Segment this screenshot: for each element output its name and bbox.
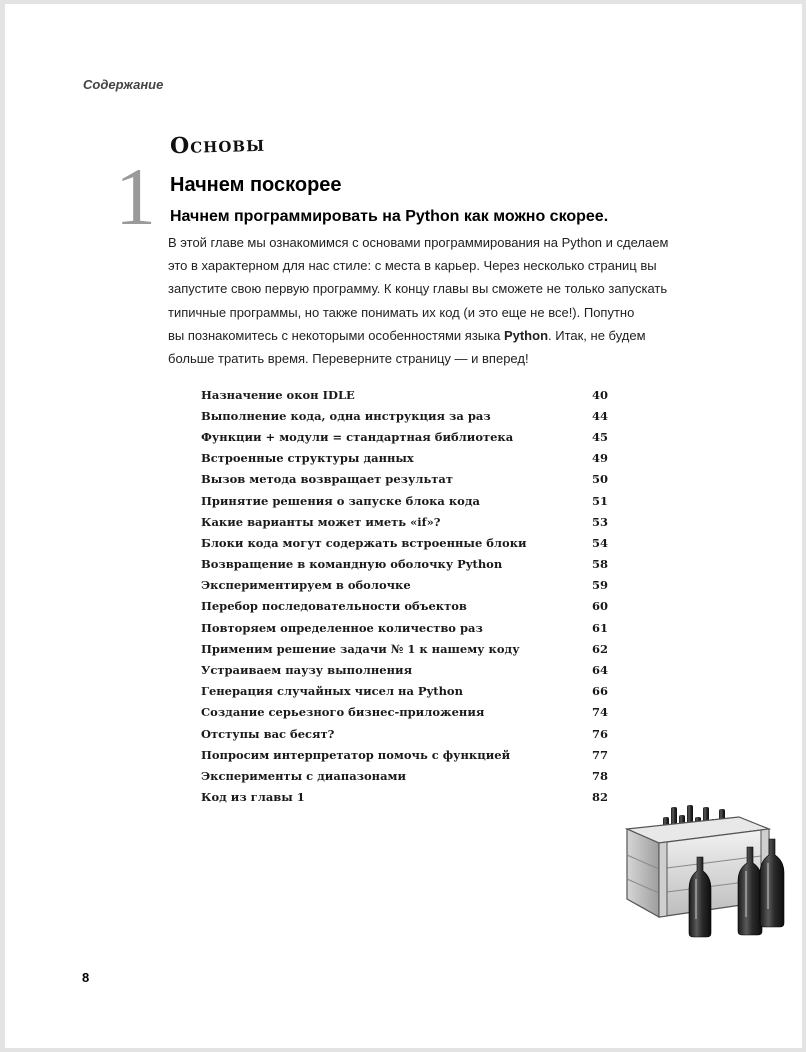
toc-entry[interactable] [201, 405, 608, 426]
toc-entry[interactable] [201, 681, 608, 702]
intro-line: типичные программы, но также понимать их код (и это еще не все!). Попутно [168, 304, 635, 320]
toc-entry-page: 78 [591, 768, 608, 783]
toc-entry-page: 49 [591, 451, 608, 466]
toc-entry[interactable] [201, 448, 608, 469]
toc-entry-page: 64 [591, 663, 608, 678]
toc-entry-page: 76 [591, 726, 608, 741]
toc-entry[interactable] [201, 575, 608, 596]
toc-entry-page: 74 [591, 705, 608, 720]
toc-entry[interactable] [201, 744, 608, 765]
toc-entry-page: 62 [591, 641, 608, 656]
toc-entry-page: 44 [591, 408, 608, 423]
intro-line: В этой главе мы ознакомимся с основами программирования на Python и сделаем [168, 235, 669, 250]
toc-entry-page: 77 [591, 747, 608, 762]
toc-entry-page: 66 [591, 684, 608, 699]
toc-entry-title: Какие варианты может иметь «if»? [201, 514, 441, 529]
toc-entry-title: Генерация случайных чисел на Python [201, 684, 463, 699]
toc-entry[interactable] [201, 426, 608, 447]
toc-entry-title: Устраиваем паузу выполнения [201, 663, 413, 678]
chapter-intro [168, 231, 688, 370]
book-page [5, 4, 802, 1048]
intro-line: вы познакомитесь с некоторыми особенностями языка [168, 327, 504, 343]
toc-entry-title: Отступы вас бесят? [201, 726, 335, 741]
intro-line: . Итак, не будем [548, 327, 646, 343]
toc-entry[interactable] [201, 384, 608, 405]
toc-entry-page: 60 [591, 599, 608, 614]
toc-entry-page: 54 [591, 535, 608, 550]
toc-entry-page: 50 [591, 472, 608, 487]
toc-entry-page: 82 [591, 790, 608, 805]
toc-entry[interactable] [201, 554, 608, 575]
intro-line: запустите свою первую программу. К концу главы вы сможете не только запускать [168, 281, 668, 297]
section-header: Содержание [83, 77, 164, 92]
chapter-number: 1 [115, 151, 156, 242]
toc-entry-page: 51 [591, 493, 608, 508]
toc-entry-title: Функции + модули = стандартная библиотека [201, 429, 514, 444]
toc-entry-page: 40 [591, 387, 608, 402]
intro-python-term: Python [503, 327, 549, 343]
toc-entry[interactable] [201, 490, 608, 511]
toc-entry-title: Код из главы 1 [201, 790, 305, 805]
page-number: 8 [82, 970, 90, 985]
toc-entry[interactable] [201, 787, 608, 808]
chapter-title: Начнем поскорее [170, 174, 342, 196]
toc-entry[interactable] [201, 659, 608, 680]
toc-entry-title: Возвращение в командную оболочку Python [201, 557, 503, 572]
toc-entry-title: Принятие решения о запуске блока кода [201, 493, 480, 508]
toc-entry-title: Выполнение кода, одна инструкция за раз [201, 408, 491, 423]
toc-entry[interactable] [201, 765, 608, 786]
intro-line: больше тратить время. Переверните страницу — и вперед! [168, 351, 529, 367]
toc-entry[interactable] [201, 532, 608, 553]
toc-entry-page: 45 [591, 429, 608, 444]
chapter-subtitle: Начнем программировать на Python как можно скорее. [170, 208, 609, 225]
toc-entry-page: 53 [591, 514, 608, 529]
toc-entry-page: 58 [591, 557, 608, 572]
toc-entry-title: Встроенные структуры данных [201, 451, 414, 466]
crate-of-bottles-illustration [619, 799, 795, 939]
toc-entry[interactable] [201, 596, 608, 617]
toc-entry[interactable] [201, 469, 608, 490]
toc-entry-title: Применим решение задачи № 1 к нашему коду [201, 641, 520, 656]
intro-line: это в характерном для нас стиле: с места в карьер. Через несколько страниц вы [168, 258, 657, 274]
part-title: Основы [169, 130, 266, 160]
table-of-contents [201, 384, 608, 808]
toc-entry-title: Эксперименты с диапазонами [201, 768, 407, 783]
toc-entry[interactable] [201, 723, 608, 744]
toc-entry-title: Повторяем определенное количество раз [201, 620, 483, 635]
toc-entry-title: Блоки кода могут содержать встроенные блоки [201, 535, 527, 550]
toc-entry-title: Вызов метода возвращает результат [201, 472, 453, 487]
toc-entry[interactable] [201, 702, 608, 723]
toc-entry[interactable] [201, 511, 608, 532]
toc-entry-title: Экспериментируем в оболочке [201, 578, 411, 593]
toc-entry-title: Перебор последовательности объектов [201, 599, 467, 614]
toc-entry-page: 61 [591, 620, 608, 635]
toc-entry[interactable] [201, 617, 608, 638]
toc-entry-title: Создание серьезного бизнес-приложения [201, 705, 485, 720]
toc-entry-title: Попросим интерпретатор помочь с функцией [201, 747, 511, 762]
toc-entry-title: Назначение окон IDLE [201, 387, 355, 402]
toc-entry-page: 59 [591, 578, 608, 593]
toc-entry[interactable] [201, 638, 608, 659]
